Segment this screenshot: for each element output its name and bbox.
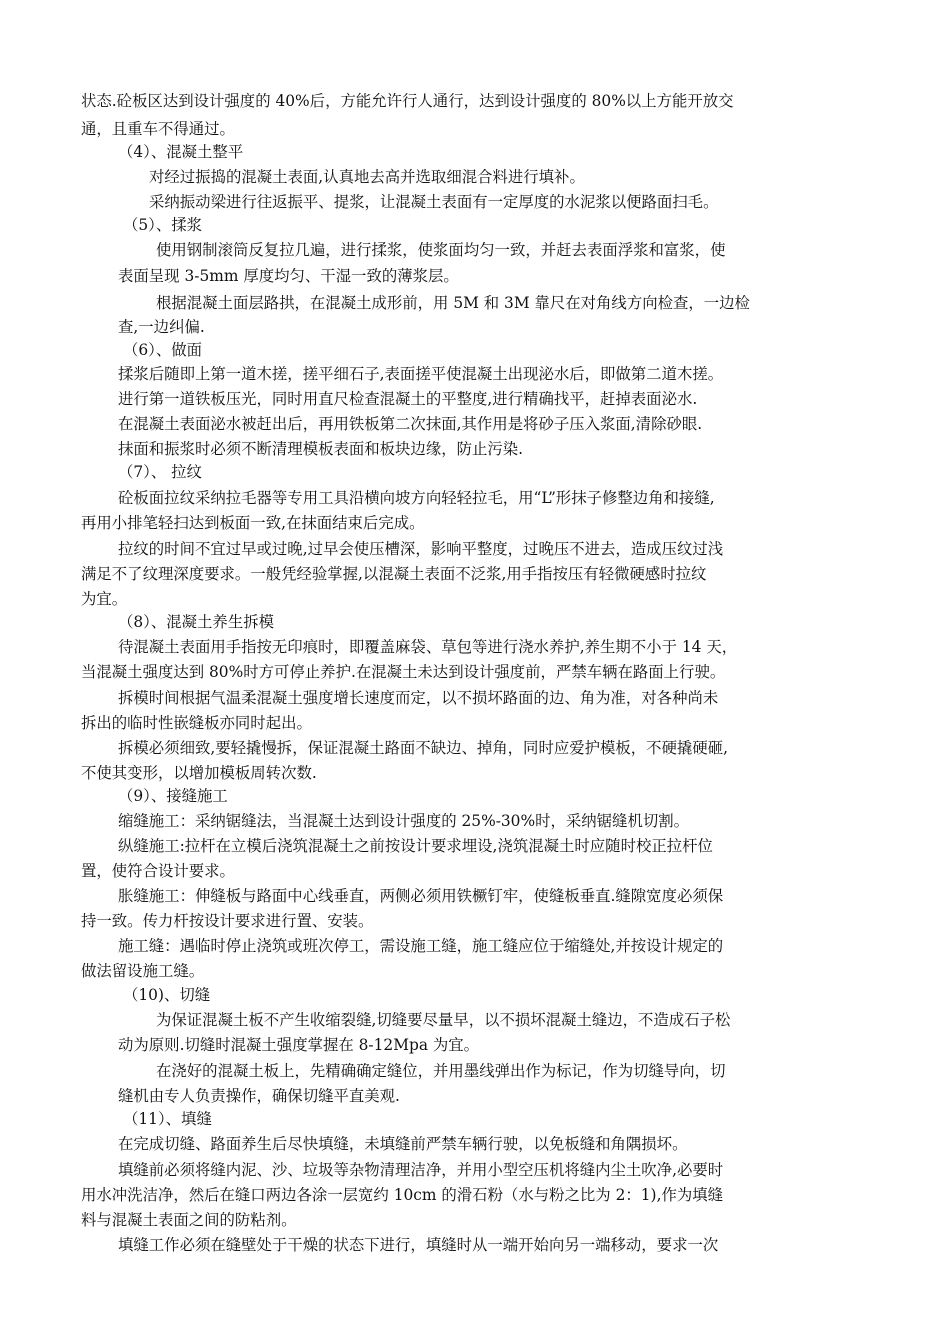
text-line: 填缝工作必须在缝壁处于干燥的状态下进行，填缝时从一端开始向另一端移动，要求一次	[118, 1236, 719, 1254]
section-heading: （5）、揉浆	[123, 216, 203, 234]
section-heading: （10)、切缝	[123, 986, 211, 1004]
text-line: 再用小排笔轻扫达到板面一致,在抹面结束后完成。	[81, 514, 425, 532]
text-line: 砼板面拉纹采纳拉毛器等专用工具沿横向坡方向轻轻拉毛，用“L”形抹子修整边角和接缝,	[118, 489, 715, 507]
text-line: 满足不了纹理深度要求。一般凭经验掌握,以混凝土表面不泛浆,用手指按压有轻微硬感时拉纹	[81, 565, 707, 583]
text-line: 为保证混凝土板不产生收缩裂缝,切缝要尽量早，以不损坏混凝土缝边，不造成石子松	[156, 1011, 731, 1029]
section-heading: （11）、填缝	[123, 1110, 212, 1128]
text-line: 拉纹的时间不宜过早或过晚,过早会使压槽深，影响平整度，过晚压不进去，造成压纹过浅	[118, 540, 724, 558]
text-line: 缩缝施工：采纳锯缝法，当混凝土达到设计强度的 25%-30%时，采纳锯缝机切割。	[118, 812, 690, 830]
text-line: 抹面和振浆时必须不断清理模板表面和板块边缘，防止污染.	[118, 440, 524, 458]
text-line: 拆出的临时性嵌缝板亦同时起出。	[81, 714, 312, 732]
text-line: 不使其变形，以增加模板周转次数.	[81, 764, 317, 782]
text-line: 查,一边纠偏.	[118, 318, 205, 336]
text-line: 为宜。	[81, 590, 128, 608]
text-line: 拆模必须细致,要轻撬慢拆，保证混凝土路面不缺边、掉角，同时应爱护模板，不硬撬硬砸,	[118, 739, 729, 757]
text-line: 料与混凝土表面之间的防粘剂。	[81, 1211, 297, 1229]
text-line: 通，且重车不得通过。	[81, 120, 235, 138]
text-line: 进行第一道铁板压光，同时用直尺检查混凝土的平整度,进行精确找平，赶掉表面泌水.	[118, 390, 698, 408]
text-line: 在完成切缝、路面养生后尽快填缝，未填缝前严禁车辆行驶，以免板缝和角隅损坏。	[118, 1135, 688, 1153]
section-heading: （6）、做面	[123, 341, 203, 359]
text-line: 填缝前必须将缝内泥、沙、垃圾等杂物清理洁净，并用小型空压机将缝内尘土吹净,必要时	[118, 1161, 724, 1179]
text-line: 缝机由专人负责操作，确保切缝平直美观.	[118, 1087, 400, 1105]
text-line: 待混凝土表面用手指按无印痕时，即覆盖麻袋、草包等进行浇水养护,养生期不小于 14 天，	[118, 638, 738, 656]
text-line: 施工缝：遇临时停止浇筑或班次停工，需设施工缝，施工缝应位于缩缝处,并按设计规定的	[118, 937, 724, 955]
text-line: 揉浆后随即上第一道木搓，搓平细石子,表面搓平使混凝土出现泌水后，即做第二道木搓。	[118, 365, 724, 383]
text-line: 动为原则.切缝时混凝土强度掌握在 8-12Mpa 为宜。	[118, 1036, 480, 1054]
text-line: 状态.砼板区达到设计强度的 40%后，方能允许行人通行，达到设计强度的 80%以上方能开放交	[81, 92, 734, 110]
text-line: 做法留设施工缝。	[81, 962, 205, 980]
section-heading: （7）、 拉纹	[118, 463, 202, 481]
text-line: 采纳振动梁进行往返振平、提浆，让混凝土表面有一定厚度的水泥浆以便路面扫毛。	[149, 193, 719, 211]
text-line: 在混凝土表面泌水被赶出后，再用铁板第二次抹面,其作用是将砂子压入浆面,清除砂眼.	[118, 415, 703, 433]
text-line: 用水冲洗洁净，然后在缝口两边各涂一层宽约 10cm 的滑石粉（水与粉之比为 2：1),作为填缝	[81, 1186, 724, 1204]
text-line: 使用钢制滚筒反复拉几遍，进行揉浆，使浆面均匀一致，并赶去表面浮浆和富浆，使	[156, 241, 726, 259]
text-line: 对经过振捣的混凝土表面,认真地去高并选取细混合料进行填补。	[149, 168, 585, 186]
text-line: 在浇好的混凝土板上，先精确确定缝位，并用墨线弹出作为标记，作为切缝导向，切	[156, 1062, 726, 1080]
section-heading: （8）、混凝土养生拆模	[118, 613, 274, 631]
section-heading: （4）、混凝土整平	[118, 143, 244, 161]
text-line: 拆模时间根据气温柔混凝土强度增长速度而定，以不损坏路面的边、角为准，对各种尚未	[118, 689, 719, 707]
text-line: 胀缝施工：伸缝板与路面中心线垂直，两侧必须用铁橛钉牢，使缝板垂直.缝隙宽度必须保	[118, 887, 724, 905]
text-line: 纵缝施工:拉杆在立模后浇筑混凝土之前按设计要求埋设,浇筑混凝土时应随时校正拉杆位	[118, 837, 713, 855]
text-line: 根据混凝土面层路拱，在混凝土成形前，用 5M 和 3M 靠尺在对角线方向检查，一边检	[156, 294, 750, 312]
text-line: 表面呈现 3-5mm 厚度均匀、干湿一致的薄浆层。	[118, 267, 459, 285]
section-heading: （9）、接缝施工	[118, 787, 228, 805]
text-line: 当混凝土强度达到 80%时方可停止养护.在混凝土未达到设计强度前，严禁车辆在路面上行驶。	[81, 663, 726, 681]
text-line: 置，使符合设计要求。	[81, 862, 235, 880]
text-line: 持一致。传力杆按设计要求进行置、安装。	[81, 912, 374, 930]
